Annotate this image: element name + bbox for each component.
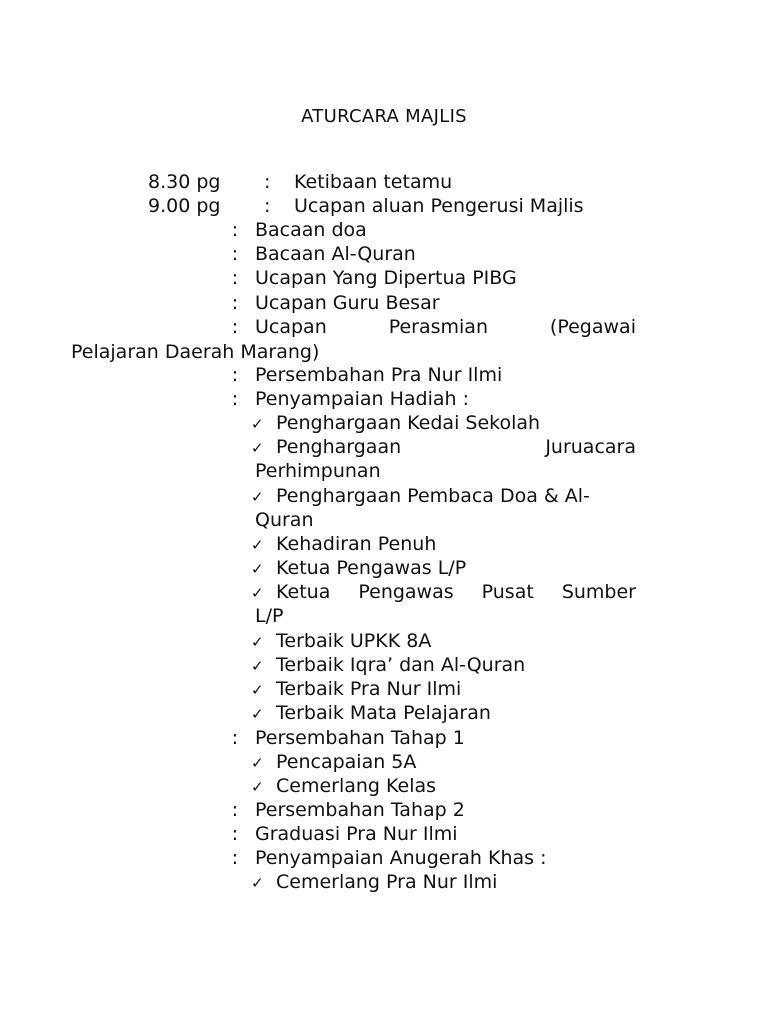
checklist-text-justified bbox=[276, 436, 636, 458]
agenda-text: Ucapan Yang Dipertua PIBG bbox=[255, 267, 517, 289]
checklist-text-continued: L/P bbox=[255, 605, 284, 627]
checklist-text: Terbaik Iqra’ dan Al-Quran bbox=[276, 654, 526, 676]
agenda-text: Graduasi Pra Nur Ilmi bbox=[255, 823, 458, 845]
colon: : bbox=[231, 847, 239, 869]
checklist-text: Cemerlang Pra Nur Ilmi bbox=[276, 871, 498, 893]
agenda-text: Ketibaan tetamu bbox=[294, 171, 453, 193]
word: Juruacara bbox=[545, 436, 636, 458]
colon: : bbox=[231, 316, 239, 338]
schedule-row-timed bbox=[0, 171, 768, 195]
check-icon: ✓ bbox=[251, 536, 264, 554]
word: Pengawas bbox=[358, 581, 454, 603]
time-label: 8.30 pg bbox=[148, 171, 221, 193]
word: Sumber bbox=[561, 581, 636, 603]
colon: : bbox=[231, 823, 239, 845]
agenda-text: Persembahan Tahap 1 bbox=[255, 727, 465, 749]
agenda-text: Ucapan aluan Pengerusi Majlis bbox=[294, 195, 584, 217]
schedule-row-timed bbox=[0, 195, 768, 219]
checklist-text: Terbaik Mata Pelajaran bbox=[276, 702, 491, 724]
agenda-text: Persembahan Pra Nur Ilmi bbox=[255, 364, 503, 386]
checklist-text: Terbaik UPKK 8A bbox=[276, 630, 432, 652]
colon: : bbox=[231, 267, 239, 289]
agenda-text-justified bbox=[255, 316, 636, 338]
agenda-text: Ucapan Guru Besar bbox=[255, 292, 440, 314]
check-icon: ✓ bbox=[251, 488, 264, 506]
checklist-text: Terbaik Pra Nur Ilmi bbox=[276, 678, 462, 700]
colon: : bbox=[231, 388, 239, 410]
check-icon: ✓ bbox=[251, 874, 264, 892]
checklist-text: Kehadiran Penuh bbox=[276, 533, 437, 555]
check-icon: ✓ bbox=[251, 439, 264, 457]
check-icon: ✓ bbox=[251, 415, 264, 433]
check-icon: ✓ bbox=[251, 657, 264, 675]
checklist-text: Penghargaan Kedai Sekolah bbox=[276, 412, 541, 434]
checklist-text-continued: Perhimpunan bbox=[255, 460, 381, 482]
agenda-text: Persembahan Tahap 2 bbox=[255, 799, 465, 821]
check-icon: ✓ bbox=[251, 778, 264, 796]
check-icon: ✓ bbox=[251, 754, 264, 772]
colon: : bbox=[231, 243, 239, 265]
checklist-text: Ketua Pengawas L/P bbox=[276, 557, 467, 579]
colon: : bbox=[231, 364, 239, 386]
word: Pusat bbox=[481, 581, 534, 603]
word: Ketua bbox=[276, 581, 331, 603]
agenda-text: Bacaan Al-Quran bbox=[255, 243, 416, 265]
agenda-text: Penyampaian Hadiah : bbox=[255, 388, 470, 410]
word: (Pegawai bbox=[549, 316, 636, 338]
checklist-text: Pencapaian 5A bbox=[276, 751, 417, 773]
colon: : bbox=[231, 727, 239, 749]
checklist-text: Penghargaan Pembaca Doa & Al- bbox=[276, 485, 590, 507]
checklist-text: Cemerlang Kelas bbox=[276, 775, 437, 797]
colon: : bbox=[231, 799, 239, 821]
colon: : bbox=[264, 195, 271, 217]
agenda-text: Bacaan doa bbox=[255, 219, 367, 241]
word: Perasmian bbox=[388, 316, 488, 338]
check-icon: ✓ bbox=[251, 633, 264, 651]
checklist-text-justified bbox=[276, 581, 636, 603]
time-label: 9.00 pg bbox=[148, 195, 221, 217]
colon: : bbox=[231, 219, 239, 241]
agenda-text-continued: Pelajaran Daerah Marang) bbox=[71, 341, 320, 363]
check-icon: ✓ bbox=[251, 584, 264, 602]
colon: : bbox=[231, 292, 239, 314]
check-icon: ✓ bbox=[251, 560, 264, 578]
check-icon: ✓ bbox=[251, 681, 264, 699]
word: Ucapan bbox=[255, 316, 327, 338]
word: Penghargaan bbox=[276, 436, 402, 458]
agenda-text: Penyampaian Anugerah Khas : bbox=[255, 847, 547, 869]
check-icon: ✓ bbox=[251, 705, 264, 723]
checklist-text-continued: Quran bbox=[255, 509, 314, 531]
colon: : bbox=[264, 171, 271, 193]
document-title: ATURCARA MAJLIS bbox=[301, 106, 467, 127]
